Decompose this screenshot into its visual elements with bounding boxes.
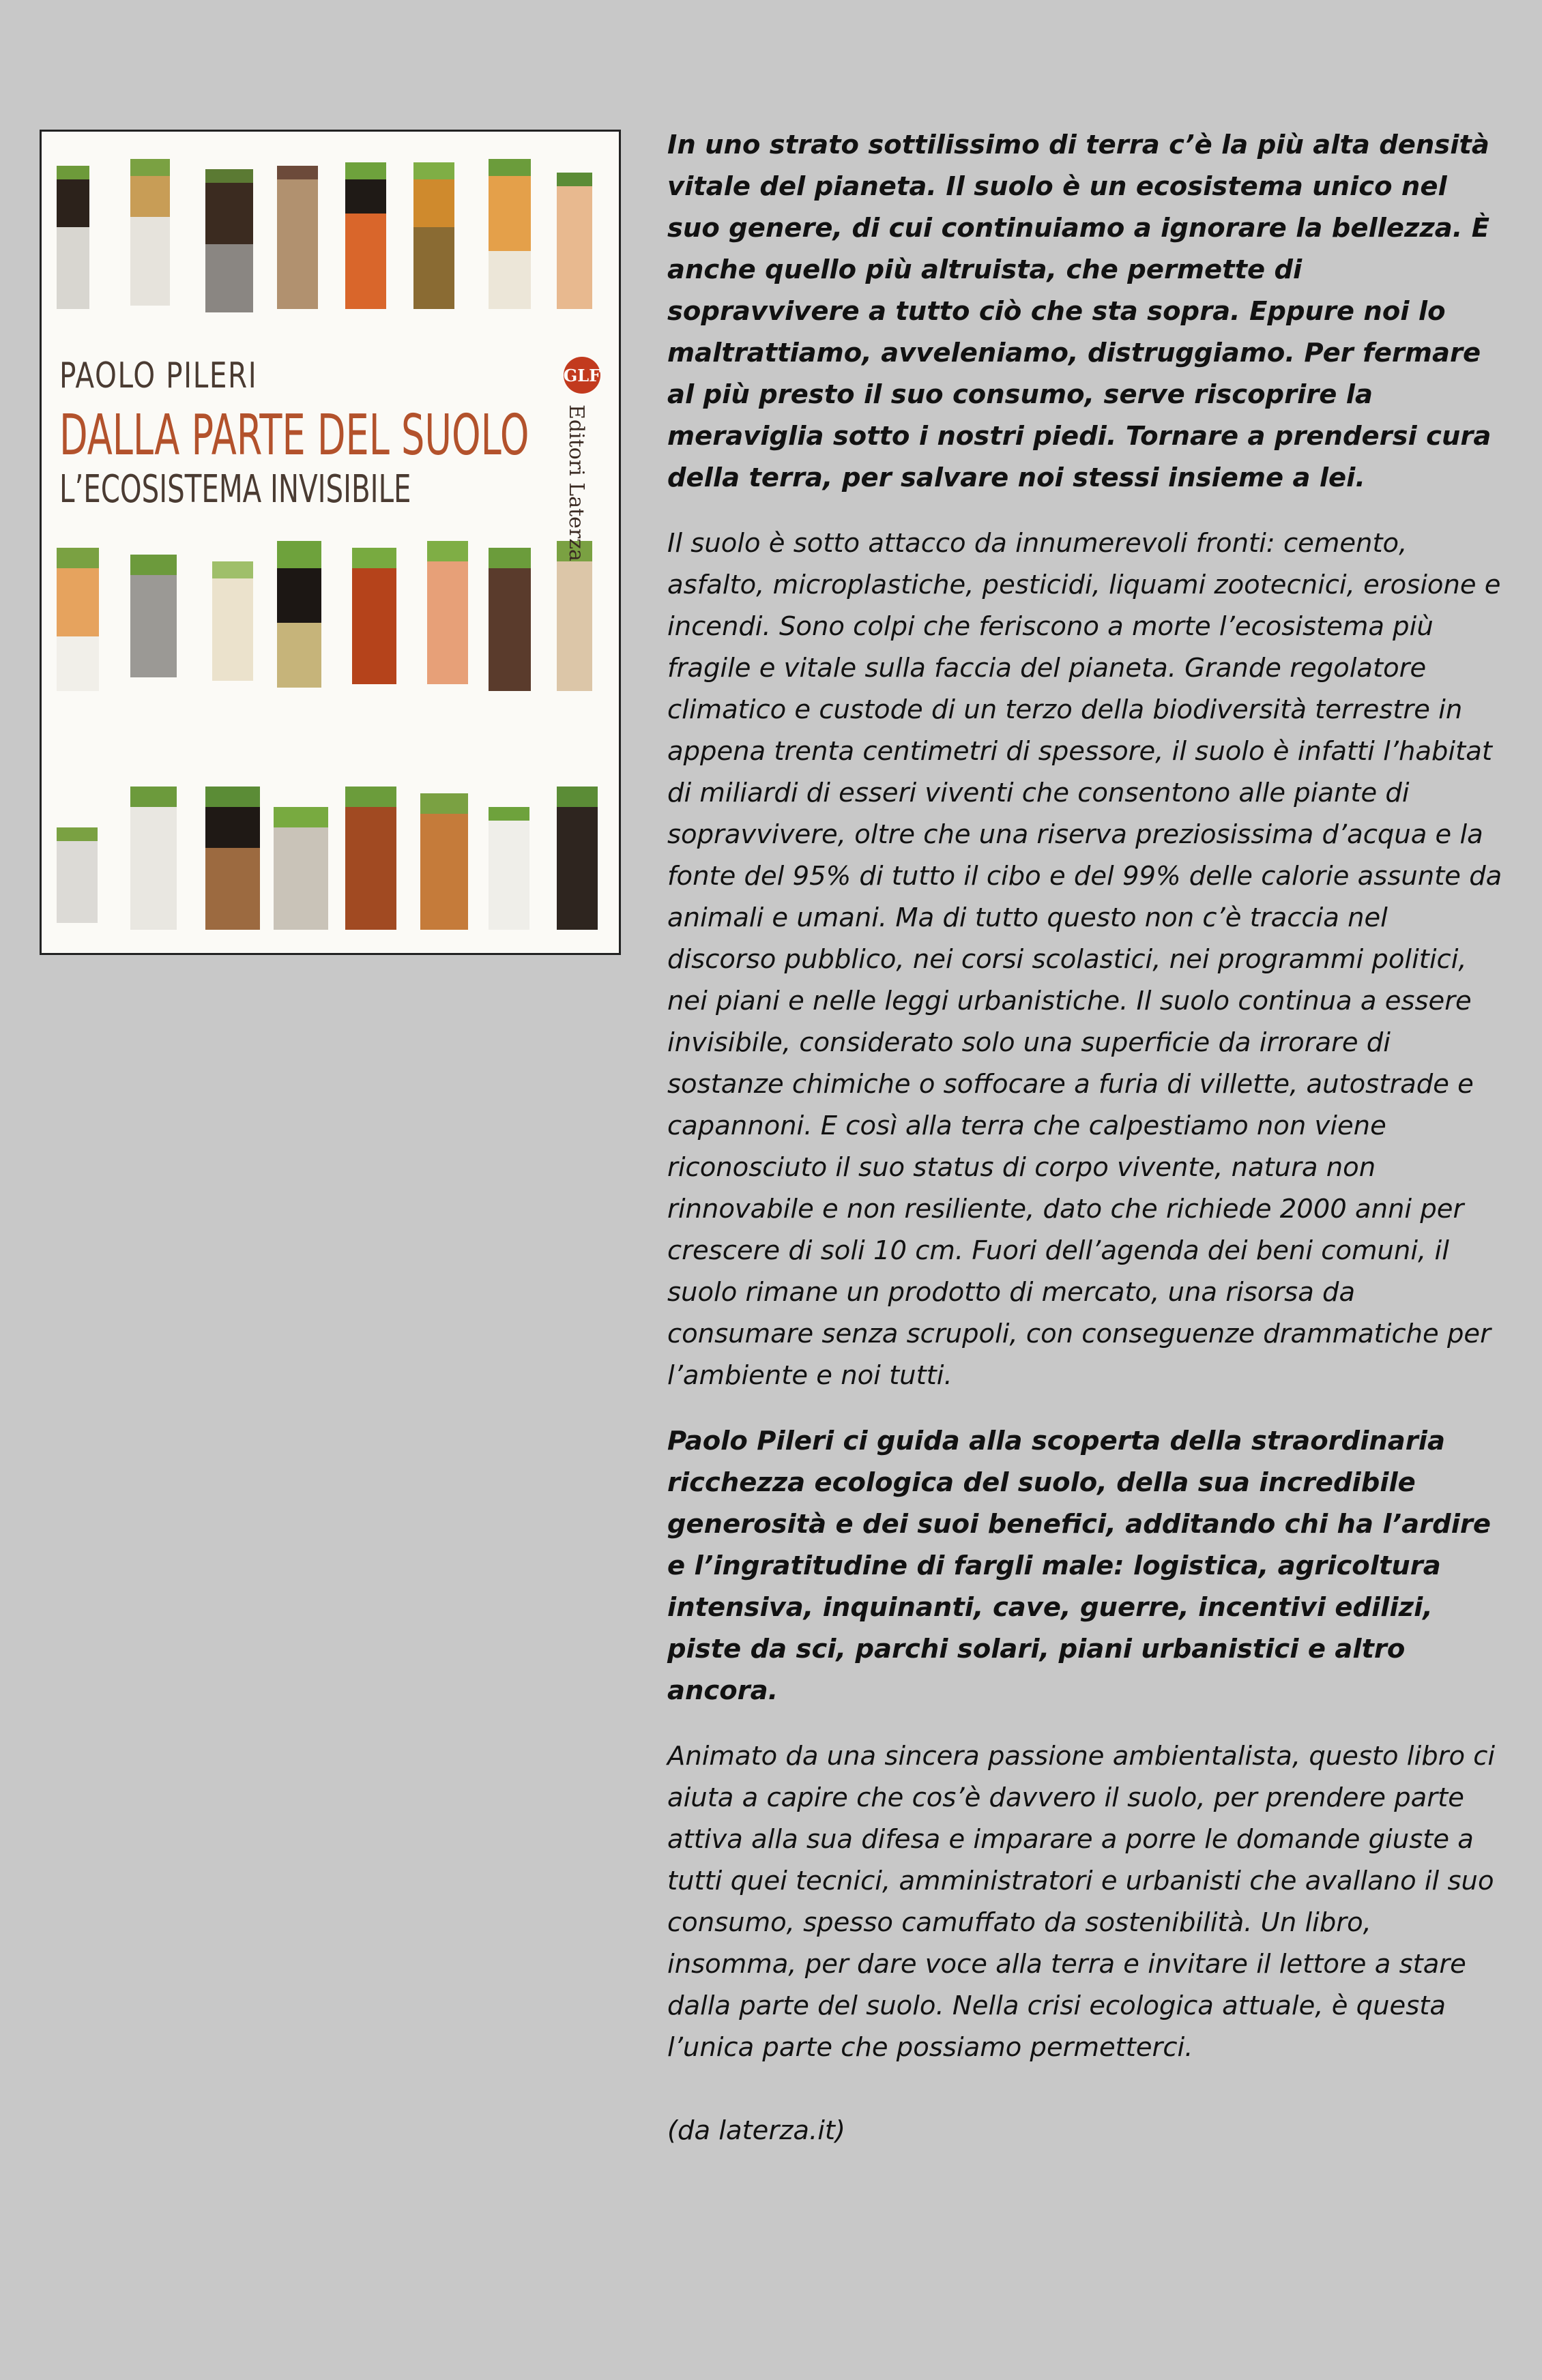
intro-paragraph: In uno strato sottilissimo di terra c’è la più alta densità vitale del pianeta. Il suolo è un ecosistema unico nel suo genere, di cui continuiamo a ignorare la bellezza. È anche quello più altruista, che permette di sopravvivere a tutto ciò che sta sopra. Eppure noi lo maltrattiamo, avveleniamo, distruggiamo. Per fermare al più presto il suo consumo, serve riscoprire la meraviglia sotto i nostri piedi. Tornare a prendersi cura della terra, per salvare noi stessi insieme a lei. (667, 130, 1492, 493)
source-credit: (da laterza.it) (667, 2115, 846, 2146)
description-column (667, 124, 1503, 2151)
cover-author: PAOLO PILERI (59, 355, 258, 396)
soil-row-top (57, 159, 592, 312)
guide-paragraph: Paolo Pileri ci guida alla scoperta della straordinaria ricchezza ecologica del suolo, della sua incredibile generosità e dei suoi benefici, additando chi ha l’ardire e l’ingratitudine di fargli male: logistica, agricoltura intensiva, inquinanti, cave, guerre, incentivi edilizi, piste da sci, parchi solari, piani urbanistici e altro ancora. (667, 1426, 1491, 1706)
soil-row-middle (57, 541, 592, 691)
soil-profiles-illustration (42, 132, 619, 953)
closing-paragraph: Animato da una sincera passione ambientalista, questo libro ci aiuta a capire che cos’è davvero il suolo, per prendere parte attiva alla sua difesa e imparare a porre le domande giuste a tutti quei tecnici, amministratori e urbanisti che avallano il suo consumo, spesso camuffato da sostenibilità. Un libro, insomma, per dare voce alla terra e invitare il lettore a stare dalla parte del suolo. Nella crisi ecologica attuale, è questa l’unica parte che possiamo permetterci. (667, 1741, 1496, 2063)
body-paragraph: Il suolo è sotto attacco da innumerevoli fronti: cemento, asfalto, microplastiche, pesticidi, liquami zootecnici, erosione e incendi. Sono colpi che feriscono a morte l’ecosistema più fragile e vitale sulla faccia del pianeta. Grande regolatore climatico e custode di un terzo della biodiversità terrestre in appena trenta centimetri di spessore, il suolo è infatti l’habitat di miliardi di esseri viventi che consentono alle piante di sopravvivere, oltre che una riserva preziosissima d’acqua e la fonte del 95% di tutto il cibo e del 99% delle calorie assunte da animali e umani. Ma di tutto questo non c’è traccia nel discorso pubblico, nei corsi scolastici, nei programmi politici, nei piani e nelle leggi urbanistiche. Il suolo continua a essere invisibile, considerato solo una superficie da irrorare di sostanze chimiche o soffocare a furia di villette, autostrade e capannoni. E così alla terra che calpestiamo non viene riconosciuto il suo status di corpo vivente, natura non rinnovabile e non resiliente, dato che richiede 2000 anni per crescere di soli 10 cm. Fuori dell’agenda dei beni comuni, il suolo rimane un prodotto di mercato, una risorsa da consumare senza scrupoli, con conseguenze drammatiche per l’ambiente e noi tutti. (667, 528, 1502, 1391)
soil-row-bottom (57, 787, 598, 930)
publisher-logo: GLF (564, 357, 600, 394)
publisher-name: Editori Laterza (564, 405, 588, 561)
book-cover (40, 130, 621, 955)
cover-title: DALLA PARTE DEL SUOLO (59, 403, 529, 468)
cover-subtitle: L’ECOSISTEMA INVISIBILE (59, 467, 411, 512)
